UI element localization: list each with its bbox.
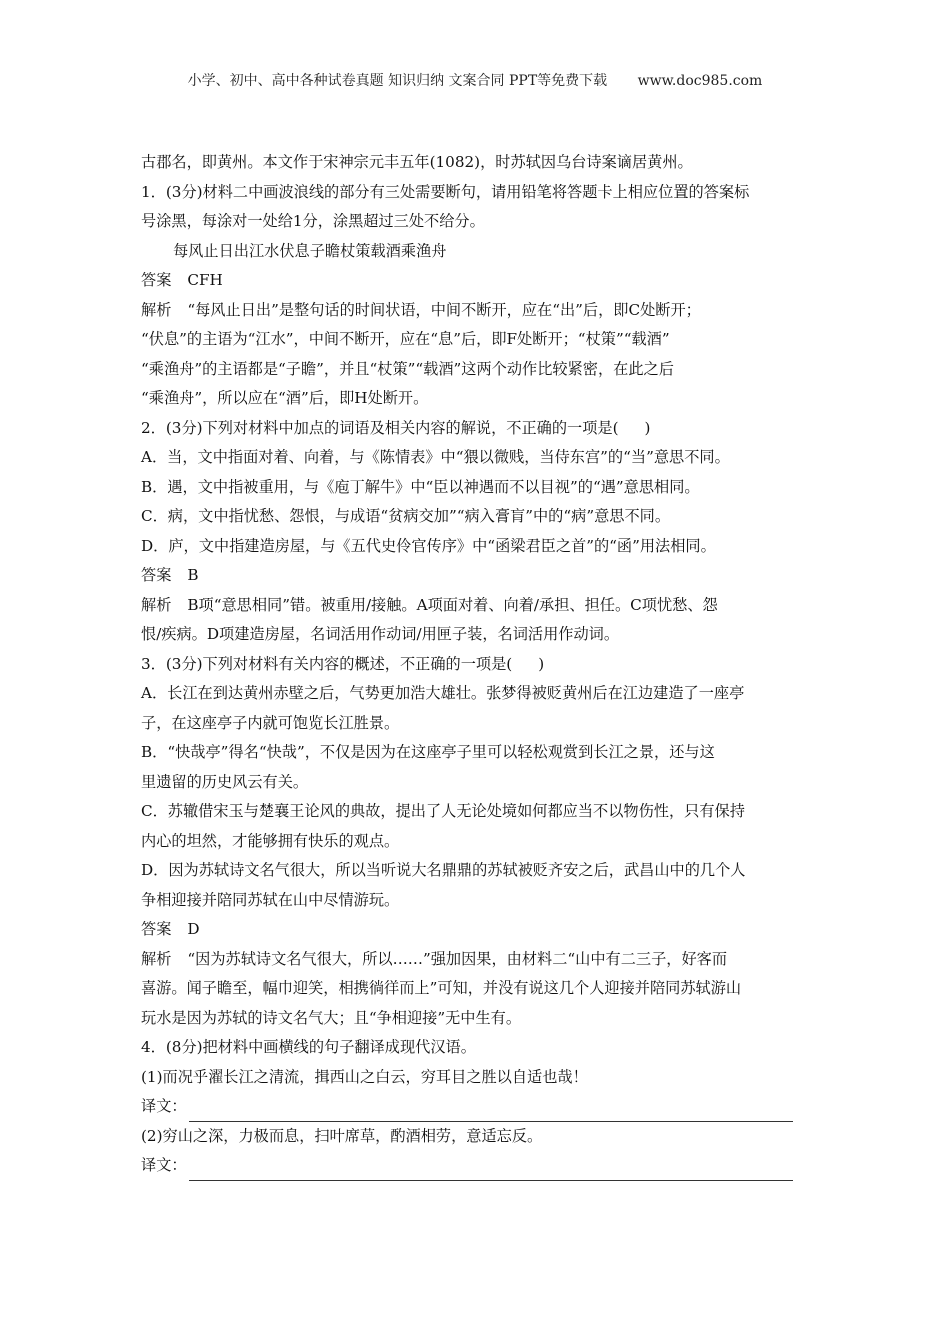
- translation-input-line[interactable]: [189, 1103, 793, 1122]
- page-header: [0, 70, 950, 90]
- q1-passage: 每风止日出江水伏息子瞻杖策载酒乘渔舟: [173, 241, 447, 260]
- q2-stem-text: 2．(3分)下列对材料中加点的词语及相关内容的解说，不正确的一项是(: [141, 418, 619, 437]
- header-text: 小学、初中、高中各种试卷真题 知识归纳 文案合同 PPT等免费下载: [187, 73, 608, 89]
- analysis-label: 解析: [141, 595, 172, 614]
- q1-analysis-line: [141, 296, 813, 326]
- q3-analysis-line: [141, 945, 813, 975]
- q3-stem-text: 3．(3分)下列对材料有关内容的概述，不正确的一项是(: [141, 654, 513, 673]
- q3-option-a-cont: 子，在这座亭子内就可饱览长江胜景。: [141, 713, 400, 732]
- answer-label: 答案: [141, 271, 172, 289]
- q3-stem: [141, 650, 813, 680]
- answer-label: 答案: [141, 566, 172, 584]
- intro-note: 古郡名，即黄州。本文作于宋神宗元丰五年(1082)，时苏轼因乌台诗案谪居黄州。: [141, 153, 693, 171]
- q3-option-b: B．“快哉亭”得名“快哉”，不仅是因为在这座亭子里可以轻松观赏到长江之景，还与这: [141, 743, 715, 761]
- q3-answer: [141, 915, 813, 945]
- q1-analysis-line: “乘渔舟”，所以应在“酒”后，即H处断开。: [141, 389, 429, 407]
- q2-stem: [141, 414, 813, 444]
- analysis-label: 解析: [141, 300, 172, 319]
- translation-input-line[interactable]: [189, 1162, 793, 1181]
- q3-stem-close: ): [538, 654, 545, 673]
- q2-analysis-line: 恨/疾病。D项建造房屋，名词活用作动词/用匣子装，名词活用作动词。: [141, 625, 620, 643]
- answer-value: B: [187, 566, 199, 584]
- q3-option-a: A．长江在到达黄州赤壁之后，气势更加浩大雄壮。张梦得被贬黄州后在江边建造了一座亭: [141, 684, 745, 702]
- analysis-text: “因为苏轼诗文名气很大，所以……”强加因果，由材料二“山中有二三子，好客而: [187, 949, 728, 968]
- q2-stem-close: ): [644, 418, 651, 437]
- translation-label: 译文：: [141, 1097, 187, 1115]
- q3-analysis-line: 玩水是因为苏轼的诗文名气大；且“争相迎接”无中生有。: [141, 1008, 522, 1027]
- q3-option-c: C．苏辙借宋玉与楚襄王论风的典故，提出了人无论处境如何都应当不以物伤性，只有保持: [141, 802, 745, 820]
- q1-analysis-line: “乘渔舟”的主语都是“子瞻”，并且“杖策”“载酒”这两个动作比较紧密，在此之后: [141, 359, 674, 378]
- q4-sentence-1: (1)而况乎濯长江之清流，揖西山之白云，穷耳目之胜以自适也哉！: [141, 1067, 588, 1086]
- analysis-text: “每风止日出”是整句话的时间状语，中间不断开，应在“出”后，即C处断开；: [187, 300, 701, 319]
- q4-translation-1: [141, 1092, 813, 1122]
- answer-value: D: [187, 920, 200, 938]
- q2-option-c: C．病，文中指忧愁、怨恨，与成语“贫病交加”“病入膏肓”中的“病”意思不同。: [141, 507, 671, 525]
- q2-answer: [141, 561, 813, 591]
- q4-translation-2: [141, 1151, 813, 1181]
- q4-sentence-2: (2)穷山之深，力极而息，扫叶席草，酌酒相劳，意适忘反。: [141, 1126, 543, 1145]
- analysis-label: 解析: [141, 949, 172, 968]
- answer-label: 答案: [141, 920, 172, 938]
- answer-value: CFH: [187, 271, 223, 289]
- q2-option-d: D．庐，文中指建造房屋，与《五代史伶官传序》中“函梁君臣之首”的“函”用法相同。: [141, 536, 716, 555]
- q2-option-a: A．当，文中指面对着、向着，与《陈情表》中“猥以微贱，当侍东宫”的“当”意思不同。: [141, 448, 730, 466]
- q3-option-b-cont: 里遗留的历史风云有关。: [141, 772, 309, 791]
- q3-option-c-cont: 内心的坦然，才能够拥有快乐的观点。: [141, 831, 400, 850]
- header-url[interactable]: www.doc985.com: [637, 73, 763, 89]
- q2-analysis-line: [141, 591, 813, 621]
- q1-stem-line: 号涂黑，每涂对一处给1分，涂黑超过三处不给分。: [141, 212, 485, 230]
- q2-option-b: B．遇，文中指被重用，与《庖丁解牛》中“臣以神遇而不以目视”的“遇”意思相同。: [141, 477, 700, 496]
- q3-option-d-cont: 争相迎接并陪同苏轼在山中尽情游玩。: [141, 890, 400, 909]
- analysis-text: B项“意思相同”错。被重用/接触。A项面对着、向着/承担、担任。C项忧愁、怨: [187, 595, 718, 614]
- q1-stem-line: 1．(3分)材料二中画波浪线的部分有三处需要断句，请用铅笔将答题卡上相应位置的答案标: [141, 182, 750, 201]
- q1-analysis-line: “伏息”的主语为“江水”，中间不断开，应在“息”后，即F处断开；“杖策”“载酒”: [141, 330, 670, 348]
- q3-option-d: D．因为苏轼诗文名气很大，所以当听说大名鼎鼎的苏轼被贬齐安之后，武昌山中的几个人: [141, 861, 746, 879]
- document-body: [141, 148, 813, 1181]
- q3-analysis-line: 喜游。闻子瞻至，幅巾迎笑，相携徜徉而上”可知，并没有说这几个人迎接并陪同苏轼游山: [141, 979, 742, 997]
- q4-stem: 4．(8分)把材料中画横线的句子翻译成现代汉语。: [141, 1038, 476, 1056]
- translation-label: 译文：: [141, 1156, 187, 1174]
- q1-answer: [141, 266, 813, 296]
